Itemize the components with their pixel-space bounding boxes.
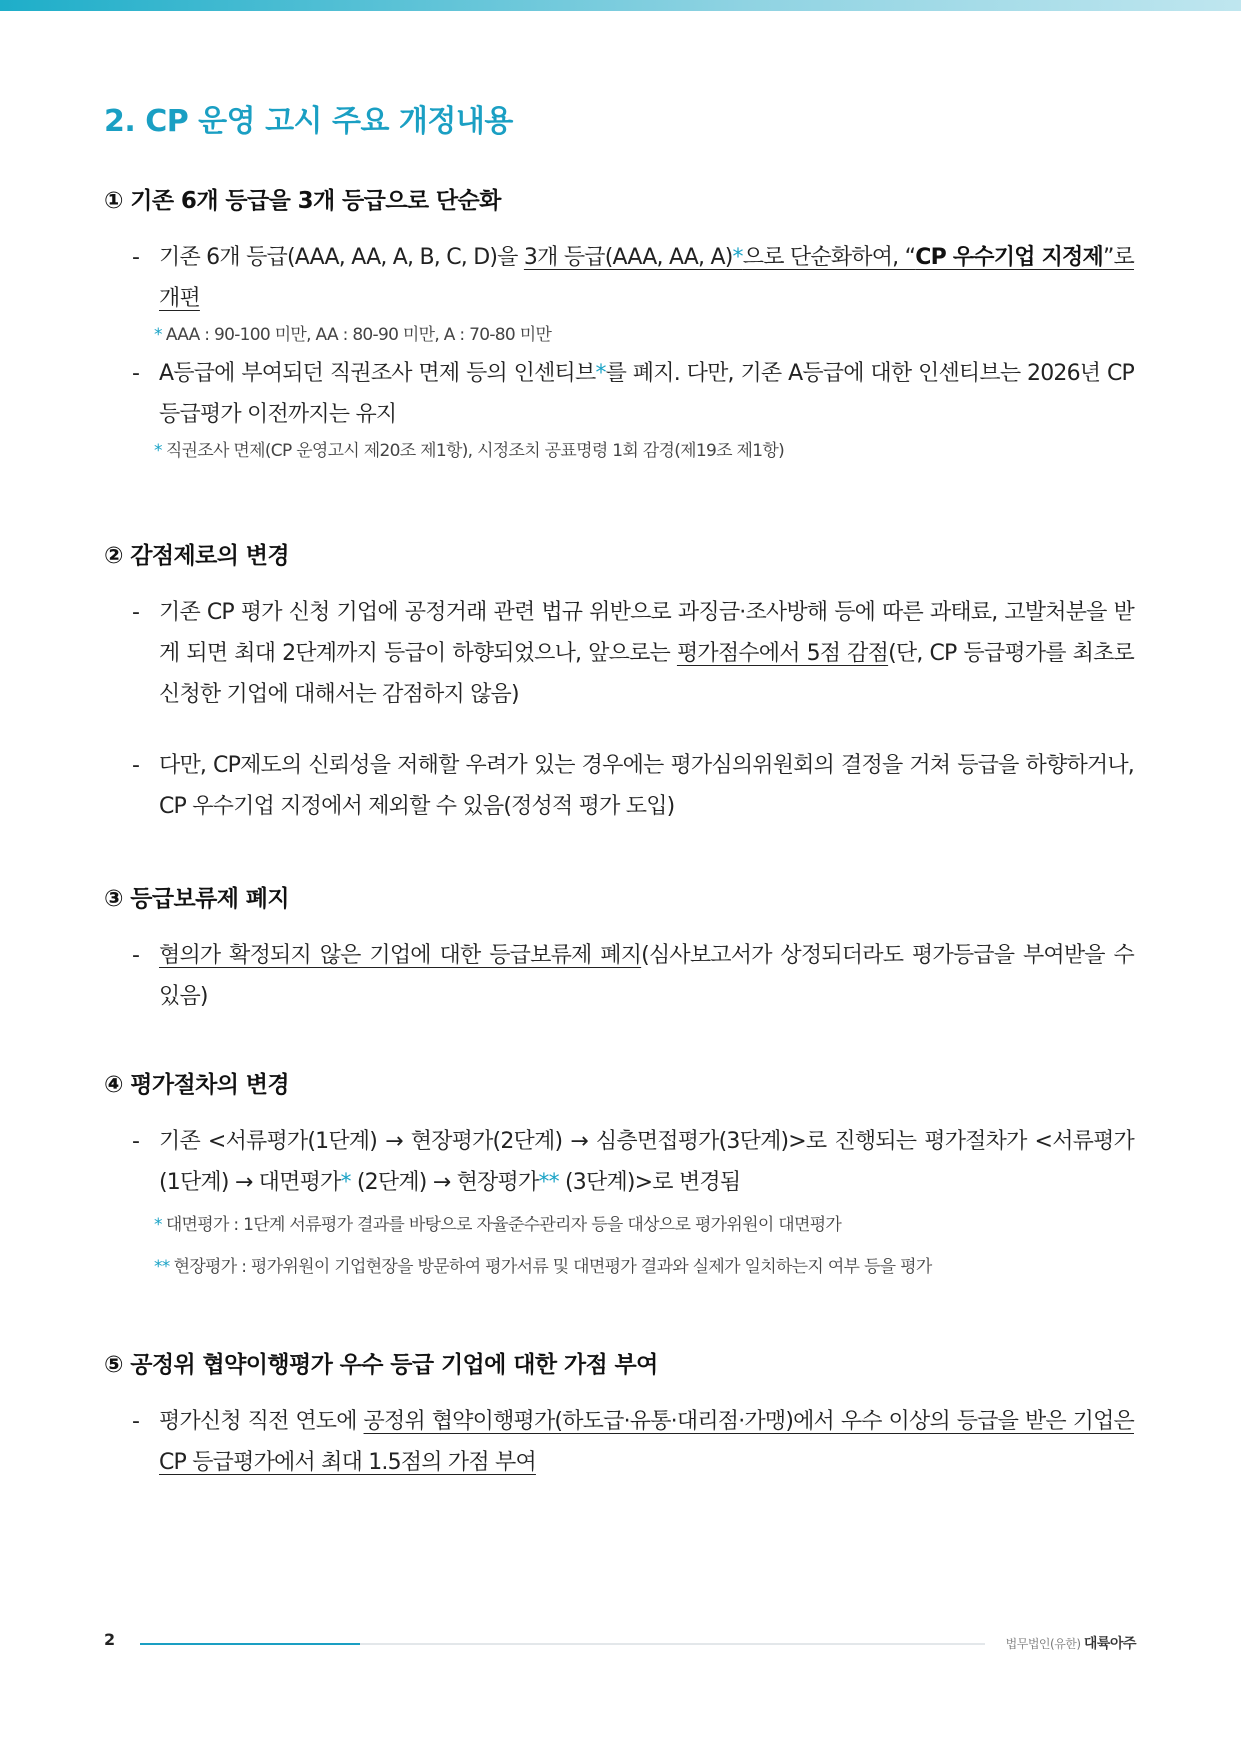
footnote-marker: ** (154, 1257, 170, 1277)
item-text: 기존 <서류평가(1단계) → 현장평가(2단계) → 심층면접평가(3단계)>로 진행되는 평가절차가 <서류평가(1단계) → 대면평가 (159, 1129, 1134, 1195)
footnote (104, 439, 1134, 463)
footnote-marker: * (595, 361, 606, 386)
section-procedure-change (104, 1066, 1134, 1279)
list-item (104, 1121, 1134, 1203)
section-heading: ③ 등급보류제 폐지 (104, 886, 290, 912)
footnote-marker: * (732, 245, 743, 270)
underlined-text: 평가점수에서 5점 감점 (676, 641, 889, 666)
bullet-dash: - (132, 753, 140, 778)
item-text: (3단계)>로 변경됨 (558, 1170, 741, 1195)
item-text: (2단계) → 현장평가 (350, 1170, 539, 1195)
item-text: 를 폐지. 다만, 기존 A등급에 대한 인센티브는 2026년 CP 등급평가 이전까지는 유지 (159, 361, 1134, 427)
firm-name: 대륙아주 (1083, 1636, 1136, 1652)
item-text: 기존 CP 평가 신청 기업에 공정거래 관련 법규 위반으로 과징금·조사방해 등에 따른 과태료, 고발처분을 받게 되면 최대 2단계까지 등급이 하향되었으나, 앞으로는 (159, 600, 1134, 666)
section-grade-hold-abolition (104, 880, 1134, 1017)
section-heading: ④ 평가절차의 변경 (104, 1072, 290, 1098)
section-penalty-change (104, 537, 1134, 827)
top-accent-bar (0, 0, 1241, 11)
list-item (104, 353, 1134, 435)
firm-logo-text (1006, 1633, 1136, 1653)
section-heading: ② 감점제로의 변경 (104, 543, 290, 569)
section-bonus-points (104, 1346, 1134, 1483)
item-text: (심사보고서가 상정되더라도 평가등급을 부여받을 수 있음) (159, 943, 1134, 1009)
footnote (104, 323, 1134, 347)
footnote-marker: * (154, 1215, 162, 1235)
section-grade-simplification (104, 182, 1134, 463)
footnote-text: 직권조사 면제(CP 운영고시 제20조 제1항), 시정조치 공표명령 1회 감경(제19조 제1항) (165, 441, 785, 461)
footnote-marker: * (154, 441, 162, 461)
firm-prefix: 법무법인(유한) (1005, 1637, 1081, 1651)
page-number: 2 (104, 1630, 116, 1649)
section-heading: ⑤ 공정위 협약이행평가 우수 등급 기업에 대한 가점 부여 (104, 1352, 658, 1378)
page-title: 2. CP 운영 고시 주요 개정내용 (104, 104, 513, 139)
emphasis-text: CP 우수기업 지정제 (915, 245, 1103, 270)
item-text: (단, CP 등급평가를 최초로 신청한 기업에 대해서는 감점하지 않음) (159, 641, 1134, 707)
footnote-marker: * (340, 1170, 351, 1195)
item-text: ”로 개편 (159, 245, 1135, 311)
bullet-dash: - (132, 245, 140, 270)
list-item (104, 1401, 1134, 1483)
list-item (104, 745, 1134, 827)
bullet-dash: - (132, 361, 140, 386)
bullet-dash: - (132, 600, 140, 625)
footnote (104, 1213, 1134, 1237)
item-text: A등급에 부여되던 직권조사 면제 등의 인센티브 (159, 361, 596, 386)
footnote (104, 1255, 1134, 1279)
list-item (104, 237, 1134, 319)
list-item (104, 592, 1134, 715)
underlined-text: 공정위 협약이행평가(하도급·유통·대리점·가맹)에서 우수 이상의 등급을 받은 기업은 CP 등급평가에서 최대 1.5점의 가점 부여 (159, 1409, 1134, 1475)
footnote-text: 현장평가 : 평가위원이 기업현장을 방문하여 평가서류 및 대면평가 결과와 실제가 일치하는지 여부 등을 평가 (173, 1257, 932, 1277)
underlined-text: 혐의가 확정되지 않은 기업에 대한 등급보류제 폐지 (159, 943, 642, 968)
list-item (104, 935, 1134, 1017)
bullet-dash: - (132, 943, 140, 968)
item-text: 3개 등급(AAA, AA, A) (523, 245, 733, 270)
item-text: 평가신청 직전 연도에 (159, 1409, 364, 1434)
item-text: 다만, CP제도의 신뢰성을 저해할 우려가 있는 경우에는 평가심의위원회의 결정을 거쳐 등급을 하향하거나, CP 우수기업 지정에서 제외할 수 있음(정성적 평가 도입) (159, 753, 1134, 819)
footer-progress-line (140, 1643, 985, 1645)
item-text: 기존 6개 등급(AAA, AA, A, B, C, D)을 (159, 245, 524, 270)
footnote-marker: ** (538, 1170, 559, 1195)
section-heading: ① 기존 6개 등급을 3개 등급으로 단순화 (104, 188, 501, 214)
bullet-dash: - (132, 1129, 140, 1154)
item-text: 으로 단순화하여, “ (742, 245, 916, 270)
footnote-marker: * (154, 325, 162, 345)
footnote-text: 대면평가 : 1단계 서류평가 결과를 바탕으로 자율준수관리자 등을 대상으로 평가위원이 대면평가 (165, 1215, 842, 1235)
footnote-text: AAA : 90-100 미만, AA : 80-90 미만, A : 70-80 미만 (165, 325, 552, 345)
bullet-dash: - (132, 1409, 140, 1434)
footer-progress-fill (140, 1643, 360, 1645)
